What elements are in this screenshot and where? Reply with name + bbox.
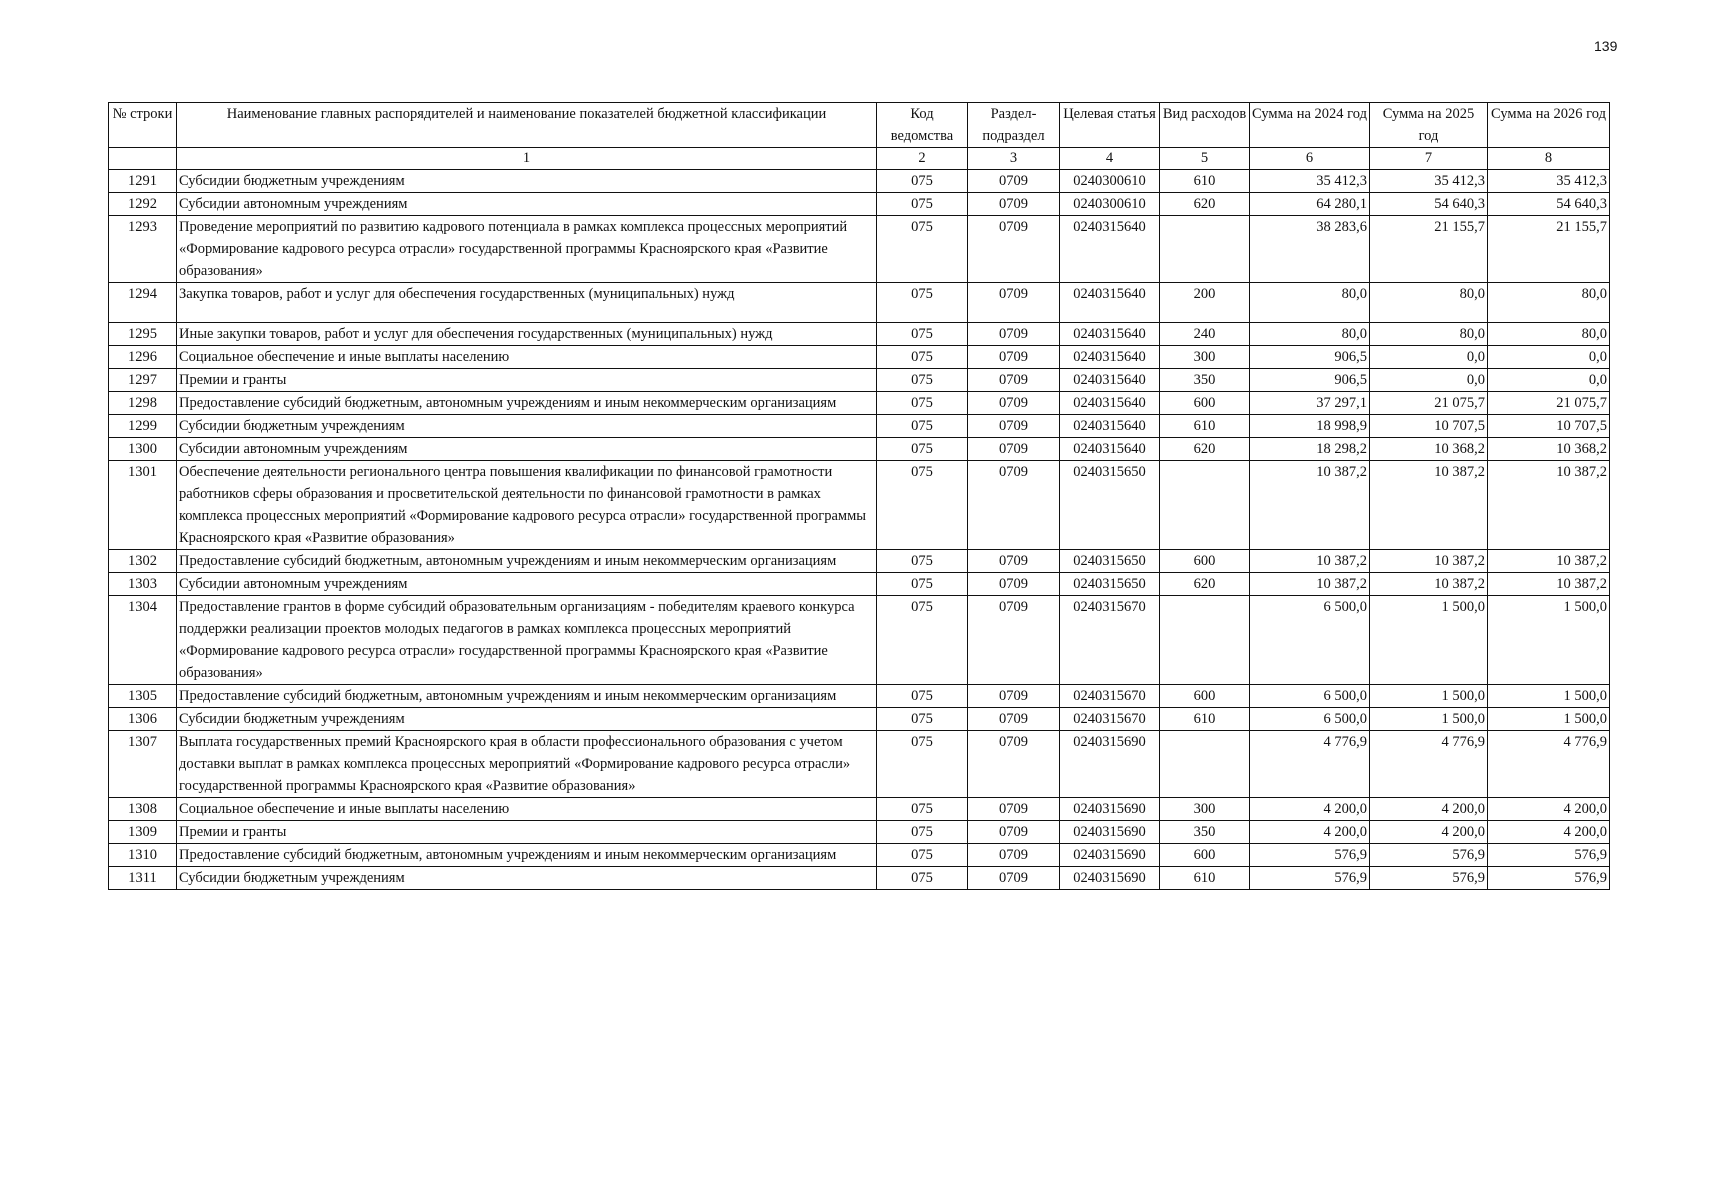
expense-type-cell: 350 [1160, 821, 1250, 844]
table-row [109, 685, 1610, 708]
sum-2026-cell: 1 500,0 [1488, 708, 1610, 731]
column-number [109, 148, 177, 170]
name-cell: Закупка товаров, работ и услуг для обеспечения государственных (муниципальных) нужд [177, 283, 877, 323]
target-article-cell: 0240315690 [1060, 844, 1160, 867]
sum-2024-cell: 80,0 [1250, 323, 1370, 346]
section-cell: 0709 [968, 283, 1060, 323]
table-row [109, 369, 1610, 392]
sum-2024-cell: 64 280,1 [1250, 193, 1370, 216]
sum-2026-cell: 0,0 [1488, 369, 1610, 392]
target-article-cell: 0240315670 [1060, 596, 1160, 685]
expense-type-cell [1160, 216, 1250, 283]
page-number: 139 [1594, 38, 1618, 54]
name-cell: Выплата государственных премий Красноярского края в области профессионального образования с учетом доставки выплат в рамках комплекса процессных мероприятий «Формирование кадрового ресурса отрасли» государственной программы Красноярского края «Развитие образования» [177, 731, 877, 798]
row-number-cell: 1306 [109, 708, 177, 731]
expense-type-cell: 200 [1160, 283, 1250, 323]
target-article-cell: 0240315690 [1060, 798, 1160, 821]
section-cell: 0709 [968, 821, 1060, 844]
section-cell: 0709 [968, 798, 1060, 821]
name-cell: Премии и гранты [177, 821, 877, 844]
row-number-cell: 1301 [109, 461, 177, 550]
row-number-cell: 1296 [109, 346, 177, 369]
sum-2024-cell: 6 500,0 [1250, 685, 1370, 708]
sum-2024-cell: 576,9 [1250, 867, 1370, 890]
header-name: Наименование главных распорядителей и наименование показателей бюджетной классификации [177, 103, 877, 148]
sum-2024-cell: 576,9 [1250, 844, 1370, 867]
expense-type-cell [1160, 731, 1250, 798]
row-number-cell: 1304 [109, 596, 177, 685]
name-cell: Иные закупки товаров, работ и услуг для обеспечения государственных (муниципальных) нужд [177, 323, 877, 346]
section-cell: 0709 [968, 369, 1060, 392]
sum-2025-cell: 54 640,3 [1370, 193, 1488, 216]
sum-2025-cell: 80,0 [1370, 323, 1488, 346]
expense-type-cell: 600 [1160, 685, 1250, 708]
table-row [109, 461, 1610, 550]
dept-code-cell: 075 [877, 193, 968, 216]
dept-code-cell: 075 [877, 867, 968, 890]
table-row [109, 596, 1610, 685]
sum-2024-cell: 4 200,0 [1250, 821, 1370, 844]
expense-type-cell [1160, 461, 1250, 550]
dept-code-cell: 075 [877, 392, 968, 415]
dept-code-cell: 075 [877, 821, 968, 844]
sum-2024-cell: 6 500,0 [1250, 596, 1370, 685]
dept-code-cell: 075 [877, 550, 968, 573]
header-sum-2024: Сумма на 2024 год [1250, 103, 1370, 148]
dept-code-cell: 075 [877, 283, 968, 323]
row-number-cell: 1303 [109, 573, 177, 596]
sum-2025-cell: 10 368,2 [1370, 438, 1488, 461]
sum-2024-cell: 35 412,3 [1250, 170, 1370, 193]
dept-code-cell: 075 [877, 731, 968, 798]
dept-code-cell: 075 [877, 369, 968, 392]
table-row [109, 708, 1610, 731]
table-row [109, 392, 1610, 415]
name-cell: Субсидии бюджетным учреждениям [177, 415, 877, 438]
dept-code-cell: 075 [877, 844, 968, 867]
sum-2024-cell: 906,5 [1250, 346, 1370, 369]
sum-2024-cell: 10 387,2 [1250, 461, 1370, 550]
expense-type-cell: 350 [1160, 369, 1250, 392]
sum-2026-cell: 21 075,7 [1488, 392, 1610, 415]
name-cell: Предоставление субсидий бюджетным, автономным учреждениям и иным некоммерческим организациям [177, 685, 877, 708]
sum-2025-cell: 576,9 [1370, 867, 1488, 890]
name-cell: Предоставление субсидий бюджетным, автономным учреждениям и иным некоммерческим организациям [177, 392, 877, 415]
sum-2025-cell: 1 500,0 [1370, 596, 1488, 685]
section-cell: 0709 [968, 323, 1060, 346]
sum-2024-cell: 4 200,0 [1250, 798, 1370, 821]
sum-2026-cell: 576,9 [1488, 844, 1610, 867]
row-number-cell: 1300 [109, 438, 177, 461]
name-cell: Предоставление грантов в форме субсидий образовательным организациям - победителям краевого конкурса поддержки реализации проектов молодых педагогов в рамках комплекса процессных мероприятий «Формирование кадрового ресурса отрасли» государственной программы Красноярского края «Развитие образования» [177, 596, 877, 685]
name-cell: Субсидии автономным учреждениям [177, 573, 877, 596]
table-row [109, 415, 1610, 438]
row-number-cell: 1293 [109, 216, 177, 283]
section-cell: 0709 [968, 867, 1060, 890]
header-sum-2025: Сумма на 2025 год [1370, 103, 1488, 148]
row-number-cell: 1311 [109, 867, 177, 890]
table-row [109, 346, 1610, 369]
column-number: 5 [1160, 148, 1250, 170]
table-row [109, 283, 1610, 323]
sum-2025-cell: 21 075,7 [1370, 392, 1488, 415]
sum-2025-cell: 0,0 [1370, 369, 1488, 392]
sum-2026-cell: 10 387,2 [1488, 550, 1610, 573]
name-cell: Проведение мероприятий по развитию кадрового потенциала в рамках комплекса процессных мероприятий «Формирование кадрового ресурса отрасли» государственной программы Красноярского края «Развитие образования» [177, 216, 877, 283]
name-cell: Предоставление субсидий бюджетным, автономным учреждениям и иным некоммерческим организациям [177, 550, 877, 573]
name-cell: Премии и гранты [177, 369, 877, 392]
table-row [109, 798, 1610, 821]
column-number: 7 [1370, 148, 1488, 170]
sum-2026-cell: 4 776,9 [1488, 731, 1610, 798]
name-cell: Субсидии бюджетным учреждениям [177, 867, 877, 890]
expense-type-cell: 300 [1160, 798, 1250, 821]
expense-type-cell: 600 [1160, 392, 1250, 415]
dept-code-cell: 075 [877, 216, 968, 283]
target-article-cell: 0240315640 [1060, 346, 1160, 369]
table-row [109, 731, 1610, 798]
table-row [109, 867, 1610, 890]
table-row [109, 844, 1610, 867]
section-cell: 0709 [968, 596, 1060, 685]
sum-2025-cell: 0,0 [1370, 346, 1488, 369]
expense-type-cell: 620 [1160, 573, 1250, 596]
dept-code-cell: 075 [877, 170, 968, 193]
sum-2026-cell: 10 707,5 [1488, 415, 1610, 438]
dept-code-cell: 075 [877, 573, 968, 596]
header-row-number: № строки [109, 103, 177, 148]
target-article-cell: 0240300610 [1060, 193, 1160, 216]
name-cell: Субсидии бюджетным учреждениям [177, 708, 877, 731]
row-number-cell: 1307 [109, 731, 177, 798]
expense-type-cell: 600 [1160, 550, 1250, 573]
header-dept-code: Код ведомства [877, 103, 968, 148]
sum-2025-cell: 1 500,0 [1370, 708, 1488, 731]
table-row [109, 193, 1610, 216]
sum-2026-cell: 35 412,3 [1488, 170, 1610, 193]
table-row [109, 550, 1610, 573]
header-row [109, 103, 1610, 148]
sum-2024-cell: 10 387,2 [1250, 550, 1370, 573]
sum-2026-cell: 80,0 [1488, 323, 1610, 346]
row-number-cell: 1291 [109, 170, 177, 193]
target-article-cell: 0240315640 [1060, 283, 1160, 323]
column-number: 6 [1250, 148, 1370, 170]
section-cell: 0709 [968, 461, 1060, 550]
sum-2026-cell: 21 155,7 [1488, 216, 1610, 283]
dept-code-cell: 075 [877, 798, 968, 821]
target-article-cell: 0240315650 [1060, 573, 1160, 596]
sum-2025-cell: 10 387,2 [1370, 573, 1488, 596]
sum-2024-cell: 80,0 [1250, 283, 1370, 323]
sum-2024-cell: 18 298,2 [1250, 438, 1370, 461]
dept-code-cell: 075 [877, 415, 968, 438]
section-cell: 0709 [968, 392, 1060, 415]
expense-type-cell: 240 [1160, 323, 1250, 346]
header-expense-type: Вид расходов [1160, 103, 1250, 148]
header-sum-2026: Сумма на 2026 год [1488, 103, 1610, 148]
target-article-cell: 0240315690 [1060, 731, 1160, 798]
row-number-cell: 1302 [109, 550, 177, 573]
row-number-cell: 1292 [109, 193, 177, 216]
section-cell: 0709 [968, 708, 1060, 731]
sum-2024-cell: 38 283,6 [1250, 216, 1370, 283]
row-number-cell: 1295 [109, 323, 177, 346]
expense-type-cell: 600 [1160, 844, 1250, 867]
sum-2025-cell: 21 155,7 [1370, 216, 1488, 283]
expense-type-cell: 610 [1160, 708, 1250, 731]
sum-2025-cell: 10 707,5 [1370, 415, 1488, 438]
section-cell: 0709 [968, 573, 1060, 596]
target-article-cell: 0240315640 [1060, 415, 1160, 438]
dept-code-cell: 075 [877, 708, 968, 731]
name-cell: Социальное обеспечение и иные выплаты населению [177, 798, 877, 821]
target-article-cell: 0240315640 [1060, 216, 1160, 283]
name-cell: Социальное обеспечение и иные выплаты населению [177, 346, 877, 369]
sum-2026-cell: 4 200,0 [1488, 821, 1610, 844]
column-number: 1 [177, 148, 877, 170]
sum-2024-cell: 37 297,1 [1250, 392, 1370, 415]
row-number-cell: 1297 [109, 369, 177, 392]
table-row [109, 323, 1610, 346]
sum-2025-cell: 4 776,9 [1370, 731, 1488, 798]
column-number: 3 [968, 148, 1060, 170]
sum-2025-cell: 4 200,0 [1370, 821, 1488, 844]
dept-code-cell: 075 [877, 323, 968, 346]
sum-2026-cell: 1 500,0 [1488, 685, 1610, 708]
section-cell: 0709 [968, 685, 1060, 708]
row-number-cell: 1309 [109, 821, 177, 844]
table-row [109, 170, 1610, 193]
target-article-cell: 0240315690 [1060, 821, 1160, 844]
section-cell: 0709 [968, 216, 1060, 283]
column-number: 2 [877, 148, 968, 170]
name-cell: Обеспечение деятельности регионального центра повышения квалификации по финансовой грамотности работников сферы образования и просветительской деятельности по финансовой грамотности в рамках комплекса процессных мероприятий «Формирование кадрового ресурса отрасли» государственной программы Красноярского края «Развитие образования» [177, 461, 877, 550]
sum-2026-cell: 80,0 [1488, 283, 1610, 323]
section-cell: 0709 [968, 731, 1060, 798]
budget-table [108, 102, 1610, 890]
target-article-cell: 0240315670 [1060, 708, 1160, 731]
sum-2024-cell: 906,5 [1250, 369, 1370, 392]
sum-2025-cell: 80,0 [1370, 283, 1488, 323]
target-article-cell: 0240315640 [1060, 438, 1160, 461]
row-number-cell: 1294 [109, 283, 177, 323]
dept-code-cell: 075 [877, 438, 968, 461]
column-number: 8 [1488, 148, 1610, 170]
target-article-cell: 0240315650 [1060, 550, 1160, 573]
sum-2026-cell: 10 368,2 [1488, 438, 1610, 461]
row-number-cell: 1310 [109, 844, 177, 867]
sum-2024-cell: 6 500,0 [1250, 708, 1370, 731]
target-article-cell: 0240315690 [1060, 867, 1160, 890]
sum-2024-cell: 10 387,2 [1250, 573, 1370, 596]
expense-type-cell [1160, 596, 1250, 685]
expense-type-cell: 610 [1160, 170, 1250, 193]
name-cell: Субсидии автономным учреждениям [177, 193, 877, 216]
table-row [109, 216, 1610, 283]
section-cell: 0709 [968, 844, 1060, 867]
section-cell: 0709 [968, 170, 1060, 193]
sum-2026-cell: 4 200,0 [1488, 798, 1610, 821]
section-cell: 0709 [968, 346, 1060, 369]
target-article-cell: 0240315670 [1060, 685, 1160, 708]
column-number-row [109, 148, 1610, 170]
sum-2025-cell: 1 500,0 [1370, 685, 1488, 708]
section-cell: 0709 [968, 550, 1060, 573]
expense-type-cell: 620 [1160, 438, 1250, 461]
sum-2025-cell: 4 200,0 [1370, 798, 1488, 821]
target-article-cell: 0240315640 [1060, 392, 1160, 415]
sum-2025-cell: 10 387,2 [1370, 550, 1488, 573]
section-cell: 0709 [968, 438, 1060, 461]
sum-2026-cell: 10 387,2 [1488, 461, 1610, 550]
target-article-cell: 0240315650 [1060, 461, 1160, 550]
row-number-cell: 1308 [109, 798, 177, 821]
header-target-article: Целевая статья [1060, 103, 1160, 148]
dept-code-cell: 075 [877, 346, 968, 369]
table-row [109, 821, 1610, 844]
expense-type-cell: 610 [1160, 867, 1250, 890]
expense-type-cell: 610 [1160, 415, 1250, 438]
row-number-cell: 1299 [109, 415, 177, 438]
name-cell: Субсидии бюджетным учреждениям [177, 170, 877, 193]
expense-type-cell: 300 [1160, 346, 1250, 369]
row-number-cell: 1298 [109, 392, 177, 415]
table-row [109, 438, 1610, 461]
expense-type-cell: 620 [1160, 193, 1250, 216]
section-cell: 0709 [968, 415, 1060, 438]
sum-2026-cell: 1 500,0 [1488, 596, 1610, 685]
name-cell: Предоставление субсидий бюджетным, автономным учреждениям и иным некоммерческим организациям [177, 844, 877, 867]
sum-2026-cell: 54 640,3 [1488, 193, 1610, 216]
column-number: 4 [1060, 148, 1160, 170]
target-article-cell: 0240315640 [1060, 323, 1160, 346]
sum-2026-cell: 0,0 [1488, 346, 1610, 369]
sum-2025-cell: 35 412,3 [1370, 170, 1488, 193]
sum-2026-cell: 576,9 [1488, 867, 1610, 890]
dept-code-cell: 075 [877, 685, 968, 708]
sum-2025-cell: 576,9 [1370, 844, 1488, 867]
sum-2025-cell: 10 387,2 [1370, 461, 1488, 550]
sum-2026-cell: 10 387,2 [1488, 573, 1610, 596]
table-row [109, 573, 1610, 596]
row-number-cell: 1305 [109, 685, 177, 708]
dept-code-cell: 075 [877, 461, 968, 550]
sum-2024-cell: 18 998,9 [1250, 415, 1370, 438]
sum-2024-cell: 4 776,9 [1250, 731, 1370, 798]
target-article-cell: 0240300610 [1060, 170, 1160, 193]
name-cell: Субсидии автономным учреждениям [177, 438, 877, 461]
section-cell: 0709 [968, 193, 1060, 216]
header-section: Раздел-подраздел [968, 103, 1060, 148]
dept-code-cell: 075 [877, 596, 968, 685]
target-article-cell: 0240315640 [1060, 369, 1160, 392]
